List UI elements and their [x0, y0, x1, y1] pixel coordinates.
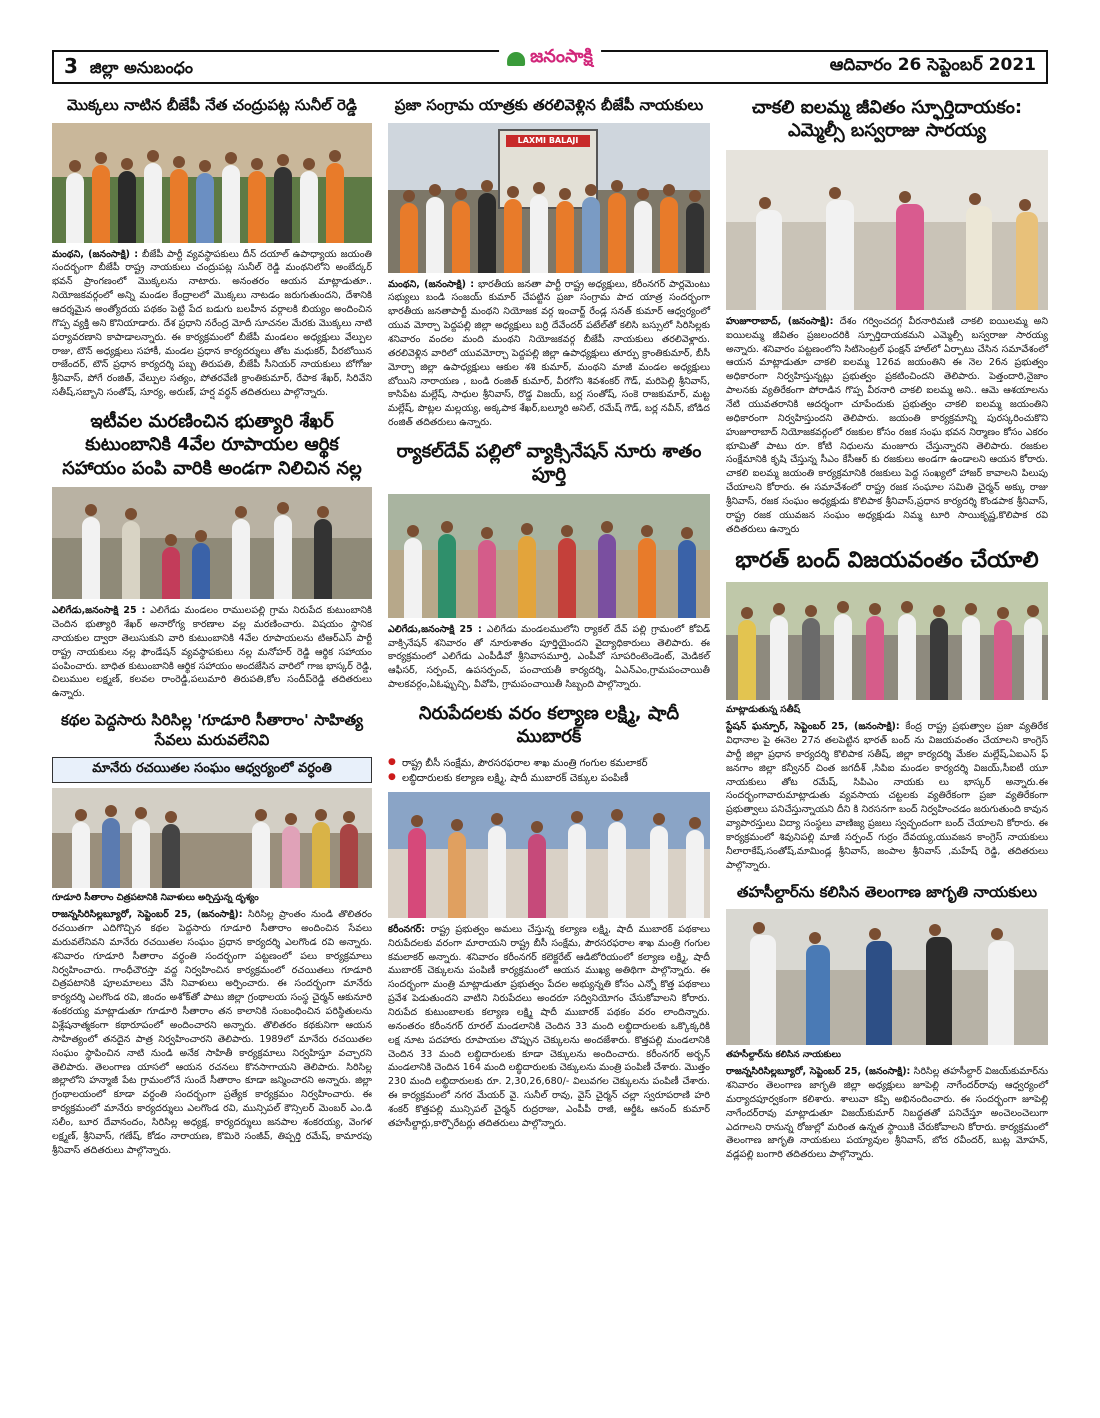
photo-tahsildar-meeting — [726, 909, 1048, 1045]
headline: భారత్ బంద్ విజయవంతం చేయాలి — [735, 547, 1039, 573]
bus-nameplate: LAXMI BALAJI — [506, 135, 590, 147]
story-text: బీజేపీ పార్టీ వ్యవస్థాపకులు దీన్ దయాల్ ఉపాధ్యాయ జయంతి సందర్భంగా బీజేపీ రాష్ట్ర నాయకులు చంద్రుపట్ల సునీల్ రెడ్డి మంథనిలోని అంబేద్కర్ భవన్ ప్రాంగణంలో మొక్కలను నాటారు. అనంతరం ఆయన మాట్లాడుతూ.. నియోజకవర్గంలో అన్ని మండల కేంద్రాలలో మొక్కలు నాటడం జరుగుతుందని, దేశానికి ఆదర్శమైన అంత్యోదయ పథకం పెట్టి పేద బడుగు బలహీన వర్గాలకి బియ్యం అందించిన గొప్ప వ్యక్తి అని కొనియాడారు. దేశ ప్రధాని నరేంద్ర మోదీ సూచనల మేరకు మొక్కలు నాటి పర్యావరణాని కాపాడాలన్నారు. ఈ కార్యక్రమంలో బీజేపీ మండలం అధ్యక్షులు వేల్పుల రాజు, టౌన్ అధ్యక్షులు సహాకీ, మండల ప్రధాన కార్యదర్శులు తోట మధుకర్, వీరబోయిన రాజేందర్, టౌన్ ప్రధాన కార్యదర్శి పబ్బ తిరుపతి, బీజేపీ సీనియర్ నాయకులు బోగోజు శ్రీనివాస్, పోగే రంజిత్, వేల్పుల సత్యం, పోతరవేణి క్రాంతికుమార్, రేపాక శేఖర్, సిరివేని సతీష్,సబ్బాని సంతోష్, సూర్య, అరుణ్, హర్ష వర్ధన్ తదితరులు పాల్గొన్నారు. — [52, 248, 372, 399]
photo-caption: గూడూరి సీతారాం చిత్రపటానికి నివాళులు అర్పిస్తున్న దృశ్యం — [52, 893, 259, 904]
story-sitaram — [52, 711, 372, 1157]
story-text: ఎలిగేడు మండలములోని ర్యాకల్ దేవ్ పల్లి గ్రామంలో కోవిడ్ వాక్సినేషన్ శనివారం తో నూరుశాతం పూర్తియైందని వైద్యాధికారులు తెలిపారు. ఈ కార్యక్రమంలో ఎలిగేడు ఎంపీడీవో శ్రీనివాసమూర్తి, ఎంపీవో సూపరింటెండెంట్, మెడికల్ ఆఫీసర్, సర్పంచ్, ఉపసర్పంచ్, పంచాయతీ కార్యదర్శి, ఏఎన్ఎం,గ్రామపంచాయితీ పాలకవర్గం,ఏఓఫ్బుచ్చి, వీవోపి, గ్రామపంచాయితీ సిబ్బంది పాల్గొన్నారు. — [388, 623, 710, 691]
photo-caption: మాట్లాడుతున్న సతీష్ — [726, 705, 801, 716]
story-body — [52, 248, 372, 400]
story-text: రాష్ట్ర ప్రభుత్వం అమలు చేస్తున్న కల్యాణ లక్ష్మి, షాదీ ముబారక్ పథకాలు నిరుపేదలకు వరంగా మారాయని రాష్ట్ర బీసీ సంక్షేమ, పౌరసరఫరాల శాఖ మంత్రి గంగుల కమలాకర్ అన్నారు. శనివారం కరీంనగర్ కలెక్టరేట్ ఆడిటోరియంలో కల్యాణ లక్ష్మి, షాదీ ముబారక్ చెక్కులను పంపిణీ కార్యక్రమంలో ఆయన ముఖ్య అతిథిగా పాల్గొన్నారు. ఈ సందర్భంగా మంత్రి మాట్లాడుతూ ప్రభుత్వం పేదల అభ్యున్నతి కోసం ఎన్నో కొత్త పథకాలు ప్రవేశ పెడుతుందని వాటిని నిరుపేదలు అందరూ సద్వినియోగం చేసుకోవాలని కోరారు. నిరుపేద కుటుంబాలకు కల్యాణ లక్ష్మి షాదీ ముబారక్ పథకం వరం లాందిన్నారు. అనంతరం కరీంనగర్ రూరల్ మండలానికి చెందిన 33 మంది లబ్ధిదారులకు ఒక్కొక్కరికి లక్ష నూట పదహారు రూపాయల చొప్పున చెక్కులను అందజేశారు. కొత్తపల్లి మండలానికి చెందిన 33 మంది లబ్ధిదారులకు కూడా చెక్కులను అందించారు. కరీంనగర్ అర్బన్ మండలానికి చెందిన 164 మంది లబ్ధిదారులకు చెక్కులను మంత్రి పంపిణీ చేశారు. మొత్తం 230 మంది లబ్ధిదారులకు రూ. 2,30,26,680/- విలువగల చెక్కులను పంపిణీ చేశారు. ఈ కార్యక్రమంలో నగర మేయర్ వై. సునీల్ రావు, వైస్ చైర్మన్ చల్లా స్వరూపరాణి హరి శంకర్ కొత్తపల్లి మున్సిపల్ చైర్మన్ రుద్రరాజు, ఎంపీపీ రాజీ, ఆర్డీఓ ఆనంద్ కుమార్ తహసీల్దార్లు,కార్పొరేటర్లు తదితరులు పాల్గొన్నారు. — [388, 923, 710, 1129]
story-financial-aid — [52, 410, 372, 701]
story-body — [726, 720, 1048, 872]
story-text: భారతీయ జనతా పార్టీ రాష్ట్ర అధ్యక్షులు, కరీంనగర్ పార్లమెంటు సభ్యులు బండి సంజయ్ కుమార్ చేపట్టిన ప్రజా సంగ్రామ పాద యాత్ర సందర్భంగా భారతీయ జనతాపార్టీ మంథని నియోజక వర్గ ఇంచార్జ్ రేండ్ల సనత్ కుమార్ ఆధ్వర్యంలో యువ మోర్చా పెద్దపల్లి జిల్లా అధ్యక్షులు బర్రి దేవేందర్ పటేల్‌తో కలిసి బస్సులో సిరిసిల్లకు శనివారం వందల మంది మంథని నియోజకవర్గ బీజేపీ నాయకులు తరలివెళ్లారు. తరలివెళ్లిన వారిలో యువమోర్చా పెద్దపల్లి జిల్లా ఉపాధ్యక్షులు తూర్పు క్రాంతికుమార్, బీసీ మోర్చా జిల్లా ఉపాధ్యక్షులు ఆకుల శశి కుమార్, మంథని మాజీ మండల అధ్యక్షులు బోయిని నారాయణ , బండి రంజిత్ కుమార్, వీరగోని శివశంకర్ గౌడ్, మరిపెల్లి శ్రీనివాస్, కాసిపేట మల్లేష్, సాధుల శ్రీనివాస్, రొడ్డ విజయ్, బర్ల సంతోష్, సంకె రాజకుమార్, మట్ట మల్లేష్, పొట్లల మల్లయ్య, అక్కపాక శేఖర్,బల్మూరి అనిల్, రమేష్ గౌడ్, బర్ల నవీన్, బోడిద రంజిత్ తదితరులు ఉన్నారు. — [388, 278, 710, 429]
story-text: సిరిసిల్ల తహసీల్దార్ విజయ్‌కుమార్‌ను శనివారం తెలంగాణ జాగృతి జిల్లా అధ్యక్షులు జూపెల్లి నాగేందర్‌రావు ఆధ్వర్యంలో మర్యాదపూర్వకంగా కలిశారు. శాలువా కప్పి అభినందించారు. ఈ సందర్భంగా జూపెల్లి నాగేందర్‌రావు మాట్లాడుతూ విజయ్‌కుమార్ నిబద్ధతతో పనిచేస్తూ అంచెలంచెలుగా ఎదగాలని రానున్న రోజుల్లో మరింత ఉన్నత స్థాయికి చేరుకోవాలని కోరారు. కార్యక్రమంలో తెలంగాణ జాగృతి నాయకులు పయ్యావుల శ్రీనివాస్, బోద రవీందర్, బుట్ల మోహన్, వడ్లపల్లి బంగారి తదితరులు పాల్గొన్నారు. — [726, 1066, 1048, 1161]
dateline: కరీంనగర్: — [388, 923, 426, 935]
dateline: స్టేషన్ ఘన్పూర్, సెప్టెంబర్ 25, (జనంసాక్షి): — [726, 721, 900, 733]
story-body — [388, 278, 710, 430]
story-body — [52, 604, 372, 701]
story-tahsildar — [726, 883, 1048, 1163]
logo-leaf-icon — [507, 52, 525, 66]
photo-caption: తహసీల్దార్‌ను కలిసిన నాయకులు — [726, 1050, 841, 1061]
page-number: 3 — [64, 53, 78, 78]
story-body — [726, 1065, 1048, 1162]
headline: తహసీల్దార్‌ను కలిసిన తెలంగాణ జాగృతి నాయకులు — [736, 882, 1038, 901]
section-name: జిల్లా అనుబంధం — [89, 57, 194, 77]
dateline: ఎలిగేడు,జనంసాక్షి 25 : — [388, 623, 482, 635]
bullet-list — [388, 756, 710, 786]
photo-financial-aid — [52, 487, 372, 599]
headline: చాకలి ఐలమ్మ జీవితం స్ఫూర్తిదాయకం: ఎమ్మెల్సీ బస్వరాజు సారయ్య — [751, 97, 1023, 142]
masthead — [52, 46, 1048, 84]
story-saplings — [52, 96, 372, 400]
headline: ఇటీవల మరణించిన భుత్యారి శేఖర్ కుటుంబానికి 4వేల రూపాయల ఆర్థిక సహాయం పంపి వారికి అండగా నిలిచిన నల్ల — [62, 410, 362, 479]
story-body — [726, 315, 1048, 537]
story-kalyana-lakshmi — [388, 702, 710, 1131]
column-left — [52, 96, 372, 1168]
story-praja-sangrama — [388, 96, 710, 430]
story-text: కేంద్ర రాష్ట్ర ప్రభుత్వాల ప్రజా వ్యతిరేక విధానాల పై ఈనెల 27న తలపెట్టిన భారత్ బంద్ ను విజయవంతం చేయాలని కాంగ్రెస్ పార్టీ జిల్లా ప్రధాన కార్యదర్శి కొలిపాక సతీష్, జిల్లా కార్యదర్శి మేకల మల్లేష్,ఏఐఎస్ ఫ్ జనగాం జిల్లా కన్వీనర్ చింత జగదీశ్ ,సిపిఐ మండల కార్యదర్శి విజయ్,సీఐటీ యూ నాయకులు తోట రమేష్, సిపిఎం నాయకు లు భాస్కర్ అన్నారు.ఈ సందర్భంగావారుమాట్లాడుతు వ్యవసాయ చట్టలకు వ్యతిరేకంగా ప్రజా వ్యతిరేకంగా ప్రభుత్వాలు పనిచేస్తున్నాయని దీని కి నిరసనగా బంద్ నిర్వహించడం జరుగుతుంది కావున వ్యాపారస్తులు విద్యా సంస్థలు వాణిజ్య ప్రజలు స్వచ్ఛందంగా బంద్ చేయాలని కోరారు. ఈ కార్యక్రమంలో శివునిపల్లి మాజీ సర్పంచ్ గుర్రం దేవయ్య,యువజన కాంగ్రెస్ నాయకులు నీలారాకేష్,సంతోష్,మామిండ్ల శ్రీనివాస్, జంపాల శ్రీనివాస్ ,మహేష్ రెడ్డి, తదితరులు పాల్గొన్నారు. — [726, 721, 1048, 871]
dateline: మంథని, (జనంసాక్షి) : — [52, 248, 139, 260]
story-text: సిరిసిల్ల ప్రాంతం నుండి తొలితరం రచయితగా ఎదిగొచ్చిన కథల పెద్దసారు గూడూరి సీతారాం అందించిన సేవలు మరువలేనివని మానేరు రచయితల సంఘం ప్రధాన కార్యదర్శి ఎలగొండ రవి అన్నారు. శనివారం గూడూరి సీతారాం వర్ధంతి సందర్భంగా పట్టణంలో పలు కార్యక్రమాలు నిర్వహించారు. గాంధీచౌరస్తా వద్ద నిర్వహించిన కార్యక్రమంలో రచయితలు గూడూరి చిత్రపటానికి పూలమాలలు వేసి నివాళులు అర్పించారు. ఈ సందర్భంగా మానేరు కార్యదర్శి ఎలగొండ రవి, జిందం అశోక్‌తో పాటు జిల్లా గ్రంథాలయ సంస్థ చైర్మన్ ఆకునూరి శంకరయ్య మాట్లాడుతూ గూడూరి సీతారాం తన కాలానికి సంబంధించిన పరిస్థితులను విశ్లేషనాత్మకంగా కథారూపంలో అందించారని అన్నారు. తొలితరం కథకునిగా ఆయన సాహిత్యంలో తనదైన పాత్ర నిర్వహించారని తెలిపారు. 1989లో మానేరు రచయితల సంఘం స్థాపించిన నాటి నుండి అనేక సాహితీ కార్యక్రమాలు నిర్వహిస్తూ వచ్చారని తెలిపారు. తెలంగాణ యాసలో ఆయన రచనలు కొనసాగాయని తెలిపారు. సిరిసిల్ల జిల్లాలోని హన్మాజీ పేట గ్రామంలోనే సుందే సీతారాం కూడా జన్మించారని అన్నారు. జిల్లా గ్రంథాలయంలో కూడా వర్ధంతి సందర్భంగా ప్రత్యేక కార్యక్రమం నిర్వహించారు. ఈ కార్యక్రమంలో మానేరు కార్యదర్శులు ఎలగొండ రవి, మున్సిపల్ కౌన్సిలర్ మెంబర్ ఎం.డి సలీం, బూర దేవానందం, సిరిసిల్ల అధ్యక్ష, కార్యదర్శులు జనపాల శంకరయ్య, వెంగళ లక్ష్మణ్, శ్రీనివాస్, గణేష్, కోడం నారాయణ, కొమిరె సంజీవ్, తిప్పర్తి రమేష్, కామారపు శ్రీనివాస్ తదితరులు పాల్గొన్నారు. — [52, 909, 372, 1156]
column-right — [726, 96, 1048, 1172]
dateline: హుజూరాబాద్, (జనంసాక్షి): — [726, 315, 834, 327]
photo-mlc-meeting — [726, 150, 1048, 310]
column-middle — [388, 96, 710, 1141]
headline: కథల పెద్దసారు సిరిసిల్ల 'గూడూరి సీతారాం' సాహిత్య సేవలు మరువలేనివి — [61, 711, 363, 749]
issue-date: ఆదివారం 26 సెప్టెంబర్ 2021 — [829, 55, 1036, 75]
headline: మొక్కలు నాటిన బీజేపీ నేత చంద్రుపట్ల సునీల్ రెడ్డి — [66, 96, 358, 114]
photo-cheque-distribution — [388, 792, 710, 918]
dateline: రాజన్నసిరిసిల్లబ్యూరో, సెప్టెంబర్ 25, (జనంసాక్షి): — [52, 909, 243, 921]
headline: ర్యాకల్‌దేవ్ పల్లిలో వ్యాక్సినేషన్ నూరు శాతం పూర్తి — [396, 440, 702, 486]
story-text: దేశం గర్వించదగ్గ వీరనారిమణి చాకలి ఐయిలమ్మ అని ఐయిలమ్మ జీవితం ప్రజలందరికి స్పూర్తిదాయకమని ఎమ్మెల్సీ బస్వరాజు సారయ్య అన్నారు. శనివారం పట్టణంలోని సిటిసెంట్రల్ ఫంక్షన్ హాల్‌లో ఏర్పాటు చేసిన సమావేశంలో ఆయన మాట్లాడుతూ చాకలి ఐలమ్మ 126వ జయంతిని ఈ నెల 26న ప్రభుత్వం అధికారంగా నిర్వహిస్తున్నట్లు ప్రభుత్వం ప్రకటించిందని తెలిపారు. పెత్తందారి,నైజాం పాలనకు వ్యతిరేకంగా పోరాడిన గొప్ప వీరనారి చాకలి ఐలమ్మ అని.. ఆమె ఆశయాలను నేటి యువతరానికి ఆదర్శంగా చూపేందుకు ప్రభుత్వం చాకలి ఐలమ్మ జయంతిని అధికారంగా నిర్వహిస్తుందని తెలిపారు. జయంతి కార్యక్రమాన్ని పురస్కరించుకొని హుజూరాబాద్ నియోజకవర్గంలో రజకుల కోసం రజక సంఘ భవన నిర్మాణం కోసం ఎకరం భూమితో పాటు రూ. కోటి నిధులను మంజూరు చేస్తున్నారని తెలిపారు. రజకుల సంక్షేమానికి కృషి చేస్తున్న సీఎం కేసీఆర్ కు రజకులు అండగా ఉండాలని ఆయన కోరారు. చాకలి ఐలమ్మ జయంతి కార్యక్రమానికి రజకులు పెద్ద సంఖ్యలో హాజర్ కావాలని పిలుపు చేయాలని కోరారు. ఈ సమావేశంలో రాష్ట్ర రజక సంఘాల సమితి చైర్మన్ అక్కు రాజు శ్రీనివాస్, రజక సంఘం అధ్యక్షుడు కొలిపాక శ్రీనివాస్,ప్రధాన కార్యదర్శి కొండపాక శ్రీనివాస్, రాష్ట్ర రజక యువజన సంఘం అధ్యక్షుడు నిమ్మ టూరి సాయికృష్ణ,కొలిపాక రవి తదితరులు ఉన్నారు — [726, 315, 1048, 535]
story-text: ఎలిగేడు మండలం రాములపల్లి గ్రామ నిరుపేద కుటుంబానికి చెందిన భుత్యారి శేఖర్ అనారోగ్య కారణాల వల్ల మరణించారు. విషయం స్థానిక నాయకుల ద్వారా తెలుసుకుని వారి కుటుంబానికి 4వేల రూపాయలను టిఆర్ఎస్ పార్టీ రాష్ట్ర నాయకులు నల్ల ఫౌండేషన్ వ్యవస్థాపకులు నల్ల మనోహర్ రెడ్డి ఆర్థిక సహాయం పంపించారు. బాధిత కుటుంబానికి ఆర్థిక సహాయం అందజేసిన వారిలో గాజ భాస్కర్ రెడ్డి, చిలుముల లక్ష్మణ్, కలవల రాంరెడ్డి,పలుమారి తిరుపతి,కోల సందీప్‌రెడ్డి తదితరులు ఉన్నారు. — [52, 605, 372, 700]
logo-text: జనంసాక్షి — [530, 46, 593, 67]
photo-bandh-group — [726, 582, 1048, 700]
bullet-item: ● లబ్ధిదారులకు కల్యాణ లక్ష్మి, షాదీ ముబారక్ చెక్కుల పంపిణీ — [388, 771, 710, 786]
story-bharat-bandh — [726, 547, 1048, 873]
headline: ప్రజా సంగ్రామ యాత్రకు తరలివెళ్లిన బీజేపీ నాయకులు — [394, 96, 704, 114]
dateline: మంథని, (జనంసాక్షి) : — [388, 278, 475, 290]
photo-saplings-group — [52, 123, 372, 243]
bullet-item: ● రాష్ట్ర బీసీ సంక్షేమ, పౌరసరఫరాల శాఖ మంత్రి గంగుల కమలాకర్ — [388, 756, 710, 771]
story-body — [388, 923, 710, 1131]
photo-bus-group — [388, 123, 710, 273]
story-body — [52, 908, 372, 1157]
photo-vaccination — [388, 494, 710, 618]
story-ailamma — [726, 96, 1048, 537]
dateline: ఎలిగేడు,జనంసాక్షి 25 : — [52, 605, 146, 617]
story-body — [388, 623, 710, 692]
dateline: రాజన్నసిరిసిల్లబ్యూరో, సెప్టెంబర్ 25, (జనంసాక్షి): — [726, 1066, 911, 1078]
newspaper-logo — [499, 46, 601, 71]
headline: నిరుపేదలకు వరం కల్యాణ లక్ష్మి, షాదీ ముబారక్ — [418, 703, 680, 748]
sub-banner: మానేరు రచయితల సంఘం ఆధ్వర్యంలో వర్ధంతి — [52, 757, 372, 783]
story-vaccination — [388, 440, 710, 692]
masthead-left — [64, 54, 193, 81]
photo-tribute — [52, 788, 372, 888]
